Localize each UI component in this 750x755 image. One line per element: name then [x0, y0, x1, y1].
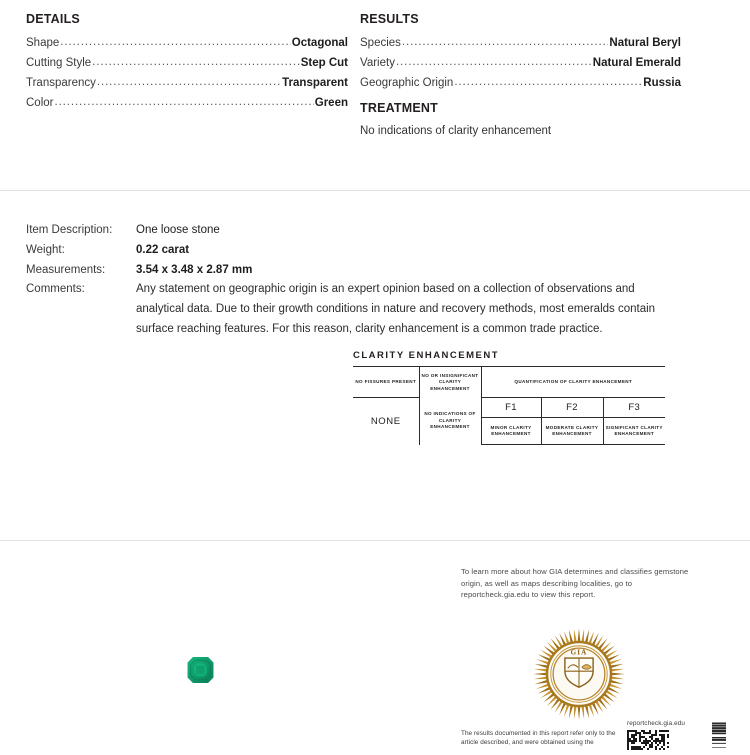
details-label: Color	[26, 97, 54, 109]
results-label: Variety	[360, 57, 395, 69]
details-label: Cutting Style	[26, 57, 92, 69]
table-row-headers	[353, 367, 665, 398]
results-label: Species	[360, 37, 401, 49]
results-value: Natural Beryl	[609, 37, 681, 49]
dot-leader	[60, 32, 291, 52]
table-row-grades	[353, 398, 665, 418]
treatment-text: No indications of clarity enhancement	[360, 125, 552, 137]
details-row	[26, 73, 348, 93]
item-label: Weight:	[26, 244, 65, 256]
item-description-block	[26, 220, 686, 280]
results-value: Natural Emerald	[592, 57, 681, 69]
dot-leader	[97, 72, 281, 92]
details-heading: DETAILS	[26, 12, 80, 26]
comments-text: Any statement on geographic origin is an expert opinion based on a collection of observations and analytical data. Due to their growth conditions in nature and recovery methods, most emeralds contain surface reaching features. For this reason, clarity enhancement is a common trade practice.	[136, 283, 656, 335]
details-value: Green	[314, 97, 348, 109]
results-heading: RESULTS	[360, 12, 419, 26]
item-value: 0.22 carat	[136, 244, 190, 256]
item-label: Measurements:	[26, 264, 106, 276]
seal-gia-text: GIA	[570, 648, 588, 657]
header-quantification: QUANTIFICATION OF CLARITY ENHANCEMENT	[481, 367, 665, 398]
details-value: Step Cut	[300, 57, 348, 69]
details-row	[26, 93, 348, 113]
grade-desc-f3: SIGNIFICANT CLARITY ENHANCEMENT	[603, 418, 665, 445]
clarity-scale-title: CLARITY ENHANCEMENT	[353, 350, 500, 361]
grade-desc-f2: MODERATE CLARITY ENHANCEMENT	[541, 418, 603, 445]
dot-leader	[454, 72, 642, 92]
results-list	[360, 33, 681, 93]
details-value: Octagonal	[291, 37, 348, 49]
item-row	[26, 260, 686, 280]
section-divider-top	[0, 190, 750, 191]
treatment-heading: TREATMENT	[360, 101, 438, 115]
results-row	[360, 73, 681, 93]
item-row	[26, 240, 686, 260]
details-label: Transparency	[26, 77, 96, 89]
gemstone-image	[187, 656, 214, 684]
learn-more-note: To learn more about how GIA determines and classifies gemstone origin, as well as maps describing localities, go to reportcheck.gia.edu to view this report.	[461, 567, 689, 599]
details-value: Transparent	[282, 77, 348, 89]
clarity-scale-table	[353, 366, 665, 445]
dot-leader	[402, 32, 608, 52]
details-list	[26, 33, 348, 113]
comments-label: Comments:	[26, 283, 85, 295]
item-label: Item Description:	[26, 224, 113, 236]
qr-caption: reportcheck.gia.edu	[627, 720, 686, 727]
dot-leader	[92, 52, 300, 72]
comments-row	[26, 279, 686, 339]
details-row	[26, 53, 348, 73]
dot-leader	[396, 52, 592, 72]
details-label: Shape	[26, 37, 60, 49]
results-disclaimer: The results documented in this report refer only to the article described, and were obtained using the	[461, 730, 616, 746]
dot-leader	[54, 92, 313, 112]
grade-code-f1: F1	[481, 398, 541, 418]
section-divider-bottom	[0, 540, 750, 541]
results-row	[360, 53, 681, 73]
grade-desc-f1: MINOR CLARITY ENHANCEMENT	[481, 418, 541, 445]
details-row	[26, 33, 348, 53]
header-no-fissures: NO FISSURES PRESENT	[353, 367, 419, 398]
qr-code[interactable]	[627, 730, 669, 755]
clarity-enhancement-scale	[353, 350, 665, 445]
header-insignificant: NO OR INSIGNIFICANT CLARITY ENHANCEMENT	[419, 367, 481, 398]
item-value: One loose stone	[136, 224, 220, 236]
grade-code-f2: F2	[541, 398, 603, 418]
results-row	[360, 33, 681, 53]
item-value: 3.54 x 3.48 x 2.87 mm	[136, 264, 253, 276]
result-no-indications: NO INDICATIONS OF CLARITY ENHANCEMENT	[419, 398, 481, 445]
results-label: Geographic Origin	[360, 77, 454, 89]
result-none: NONE	[353, 398, 419, 445]
grade-code-f3: F3	[603, 398, 665, 418]
item-row	[26, 220, 686, 240]
gia-seal-logo	[532, 627, 626, 726]
barcode	[712, 716, 726, 753]
results-value: Russia	[643, 77, 681, 89]
